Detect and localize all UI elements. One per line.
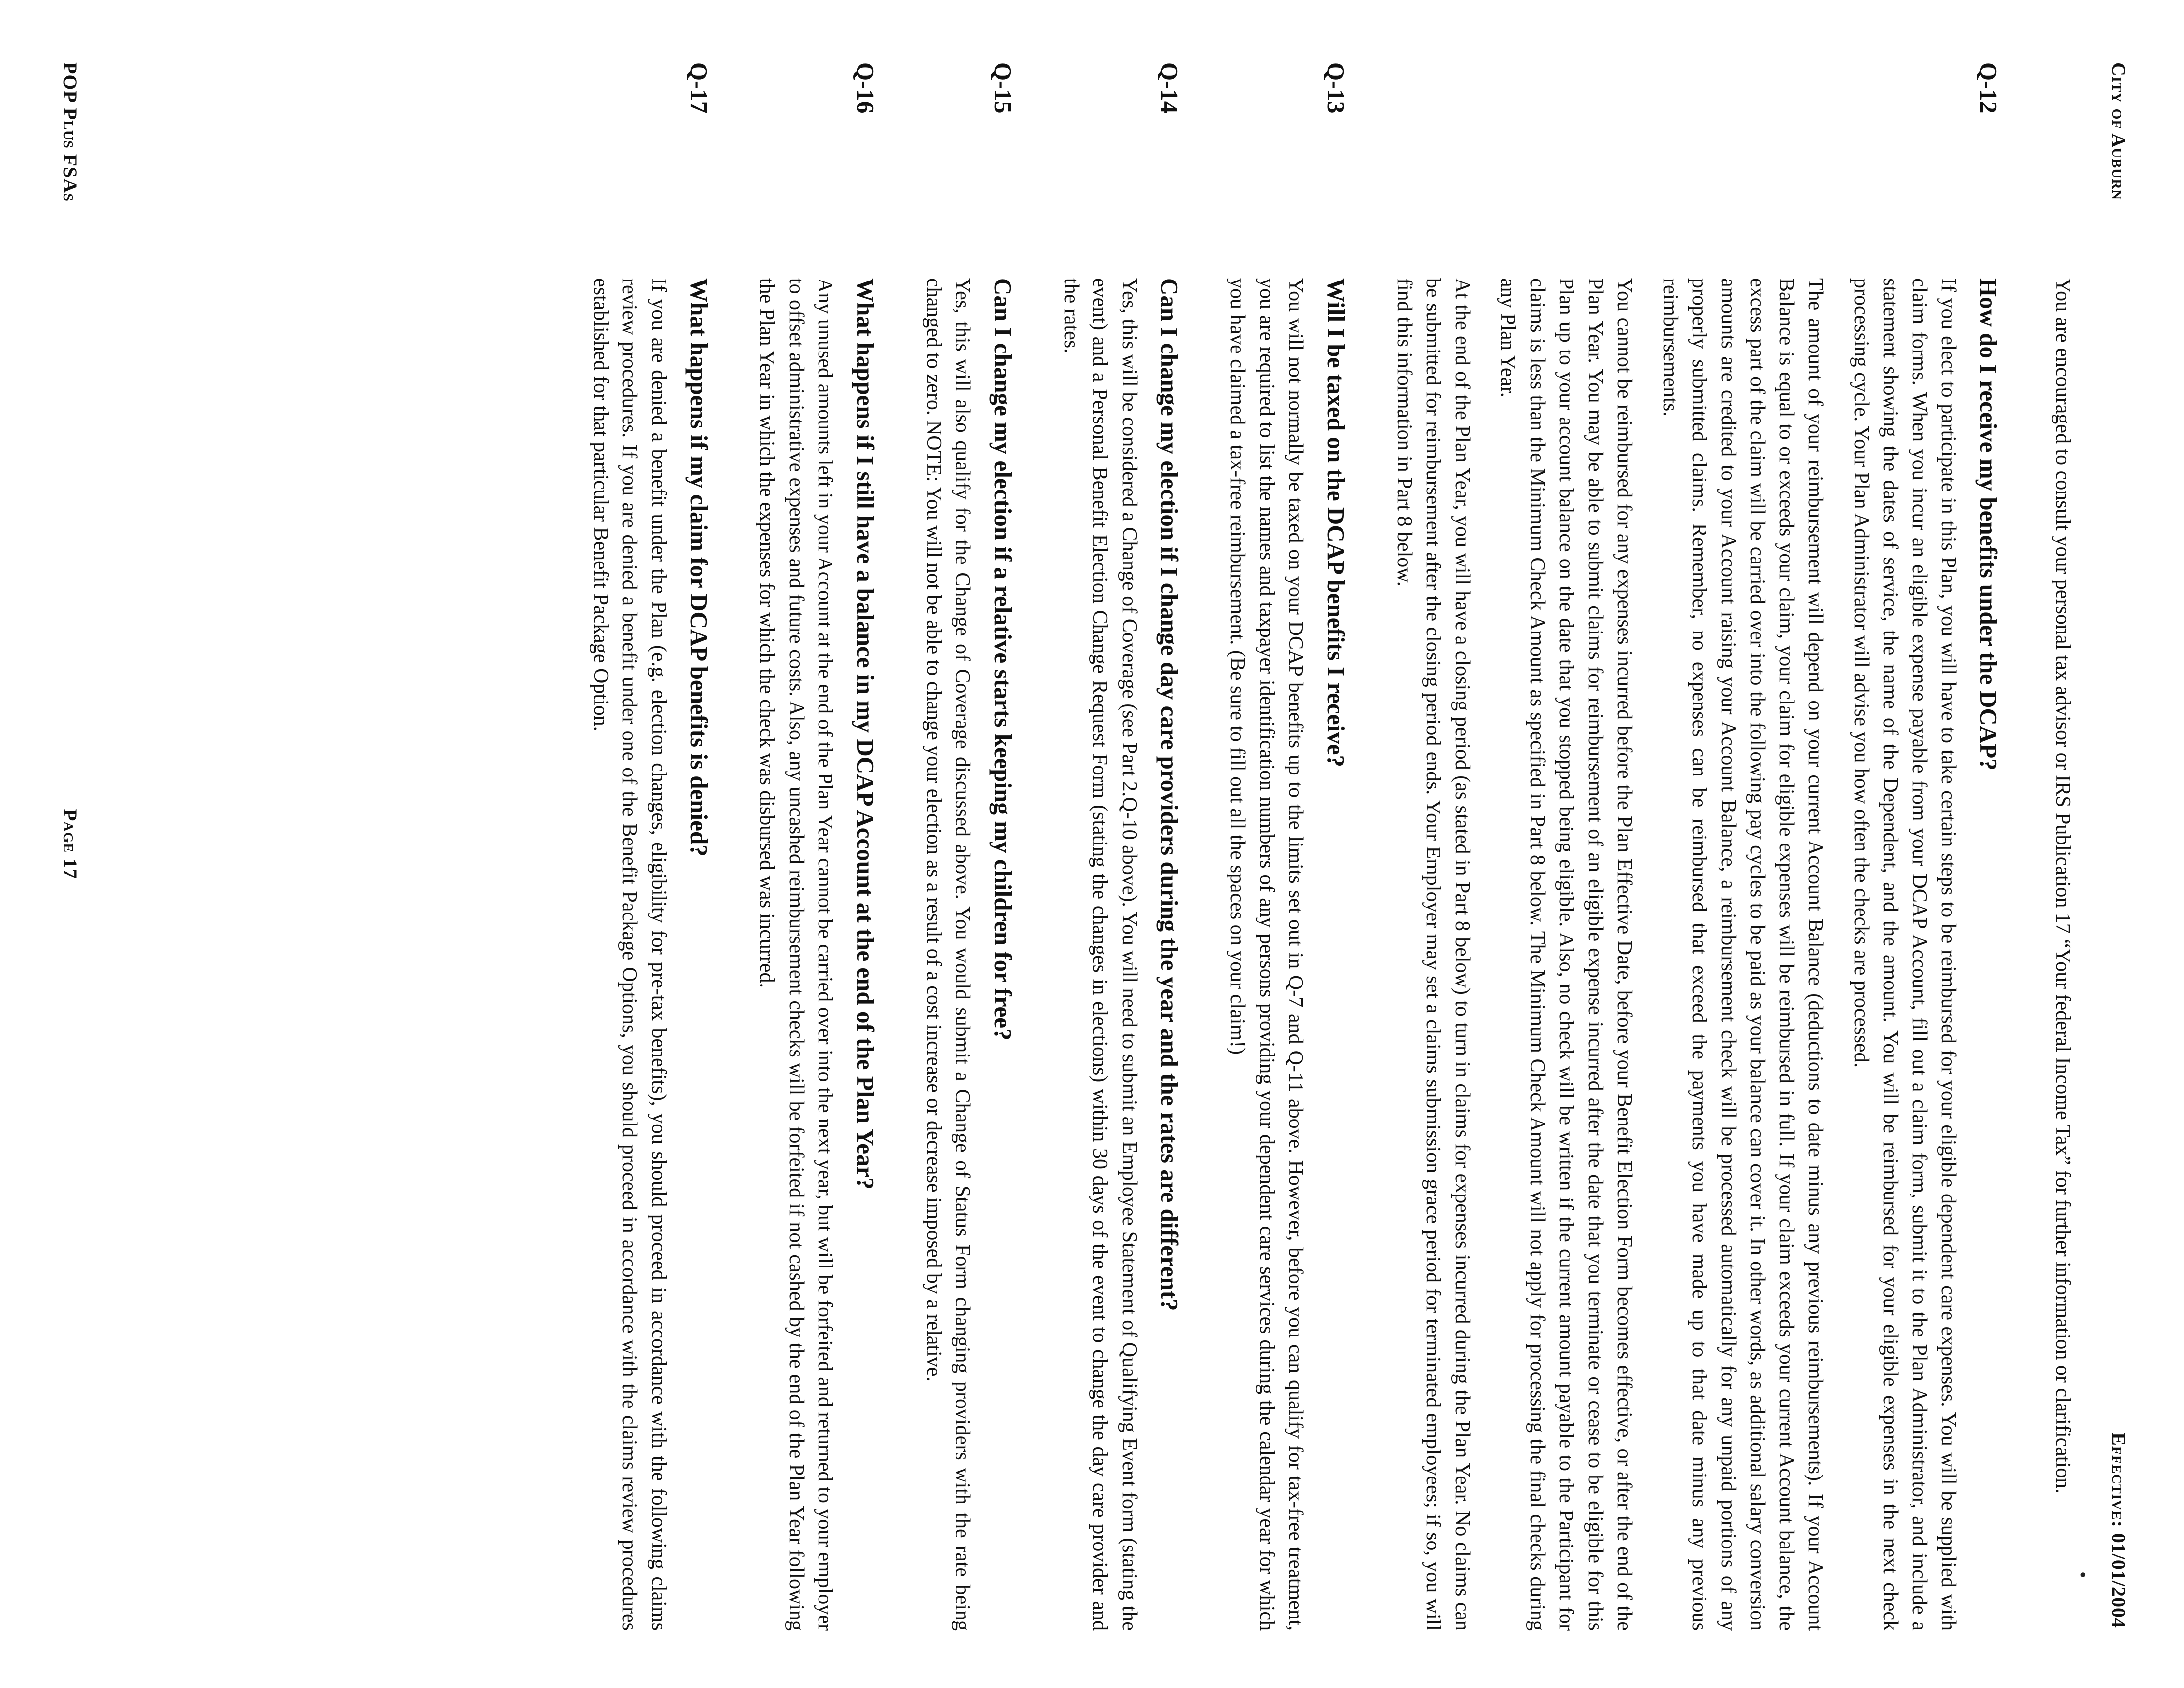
answer-paragraph: Any unused amounts left in your Account at the end of the Plan Year cannot be carried over into the next year, but will be forfeited and returned to your employer to offset administrative expenses and future costs. Also, any uncashed reimbursement checks will be forfeited if not cashed by the end of the Plan Year following the Plan Year in which the expenses for which the check was disbursed was incurred. (755, 278, 837, 1631)
answer-paragraph: You cannot be reimbursed for any expenses incurred before the Plan Effective Date, before your Benefit Election Form becomes effective, or after the end of the Plan Year. You may be able to submit claims for reimbursement of an eligible expense incurred after the date that you terminate or cease to be eligible for this Plan up to your account balance on the date that you stopped being eligible. Also, no check will be written if the current amount payable to the Participant for claims is less than the Minimum Check Amount as specified in Part 8 below. The Minimum Check Amount will not apply for processing the final checks during any Plan Year. (1497, 278, 1636, 1631)
answer-paragraph: You will not normally be taxed on your DCAP benefits up to the limits set out in Q-7 and Q-11 above. However, before you can qualify for tax-free treatment, you are required to list the names and taxpayer identification numbers of any persons providing your dependent care services during the calendar year for which you have claimed a tax-free reimbursement. (Be sure to fill out all the spaces on your claim!) (1226, 278, 1307, 1631)
question-section-q13 (1223, 62, 1351, 1631)
question-section-q14 (1057, 62, 1185, 1631)
question-number: Q-12 (1975, 62, 2003, 114)
header-effective-date: Effective: 01/01/2004 (2108, 1432, 2130, 1628)
question-section-q15 (919, 62, 1018, 1631)
answer-paragraph: If you are denied a benefit under the Plan (e.g. election changes, eligibility for pre-tax benefits), you should proceed in accordance with the following claims review procedures. If you are denied a benefit under one of the Benefit Package Options, you should proceed in accordance with the claims review procedures established for that particular Benefit Package Option. (589, 278, 670, 1631)
question-title: What happens if I still have a balance in my DCAP Account at the end of the Plan Year? (852, 278, 880, 1190)
question-number: Q-13 (1322, 62, 1350, 114)
question-title: What happens if my claim for DCAP benefits is denied? (685, 278, 713, 857)
question-title: Will I be taxed on the DCAP benefits I receive? (1322, 278, 1350, 767)
question-title: Can I change my election if I change day care providers during the year and the rates are different? (1156, 278, 1183, 1311)
question-title: Can I change my election if a relative starts keeping my children for free? (989, 278, 1017, 1041)
answer-paragraph: At the end of the Plan Year, you will have a closing period (as stated in Part 8 below) to turn in claims for expenses incurred during the Plan Year. No claims can be submitted for reimbursement after the closing period ends. Your Employer may set a claims submission grace period for terminated employees; if so, you will find this information in Part 8 below. (1393, 278, 1474, 1631)
document-body (586, 62, 2078, 1631)
question-section-q16 (752, 62, 881, 1631)
answer-paragraph: Yes, this will also qualify for the Change of Coverage discussed above. You would submit a Change of Status Form changing providers with the rate being changed to zero. NOTE: You will not be able to change your election as a result of a cost increase or decrease imposed by a relative. (922, 278, 974, 1631)
header-organization: City of Auburn (2108, 62, 2130, 200)
question-number: Q-14 (1156, 62, 1183, 114)
scan-speck-mark: • (2072, 1571, 2094, 1579)
footer-page-number: Page 17 (59, 808, 81, 880)
question-number: Q-17 (685, 62, 713, 114)
footer-document-name: POP Plus FSAs (59, 62, 81, 202)
answer-paragraph: If you elect to participate in this Plan, you will have to take certain steps to be reimbursed for your eligible dependent care expenses. You will be supplied with claim forms. When you incur an eligible expense payable from your DCAP Account, fill out a claim form, submit it to the Plan Administrator, and include a statement showing the dates of service, the name of the Dependent, and the amount. You will be reimbursed for your eligible expenses in the next check processing cycle. Your Plan Administrator will advise you how often the checks are processed. (1850, 278, 1960, 1631)
question-number: Q-15 (989, 62, 1017, 114)
answer-paragraph: Yes, this will be considered a Change of Coverage (see Part 2.Q-10 above). You will need to submit an Employee Statement of Qualifying Event form (stating the event) and a Personal Benefit Election Change Request Form (stating the changes in elections) within 30 days of the event to change the day care provider and the rates. (1060, 278, 1141, 1631)
question-number: Q-16 (852, 62, 880, 114)
question-section-q12 (1390, 62, 2004, 1631)
intro-paragraph: You are encouraged to consult your personal tax advisor or IRS Publication 17 “Your federal Income Tax” for further information or clarification. (2051, 278, 2074, 1494)
question-title: How do I receive my benefits under the DCAP? (1975, 278, 2003, 771)
question-section-q17 (586, 62, 714, 1631)
answer-paragraph: The amount of your reimbursement will depend on your current Account Balance (deductions to date minus any previous reimbursements). If your Account Balance is equal to or exceeds your claim, your claim for eligible expenses will be reimbursed in full. If your claim exceeds your current Account balance, the excess part of the claim will be carried over into the following pay cycles to be paid as your balance can cover it. In other words, as additional salary conversion amounts are credited to your Account raising your Account Balance, a reimbursement check will be processed automatically for any unpaid portions of any properly submitted claims. Remember, no expenses can be reimbursed that exceed the payments you have made up to that date minus any previous reimbursements. (1659, 278, 1827, 1631)
